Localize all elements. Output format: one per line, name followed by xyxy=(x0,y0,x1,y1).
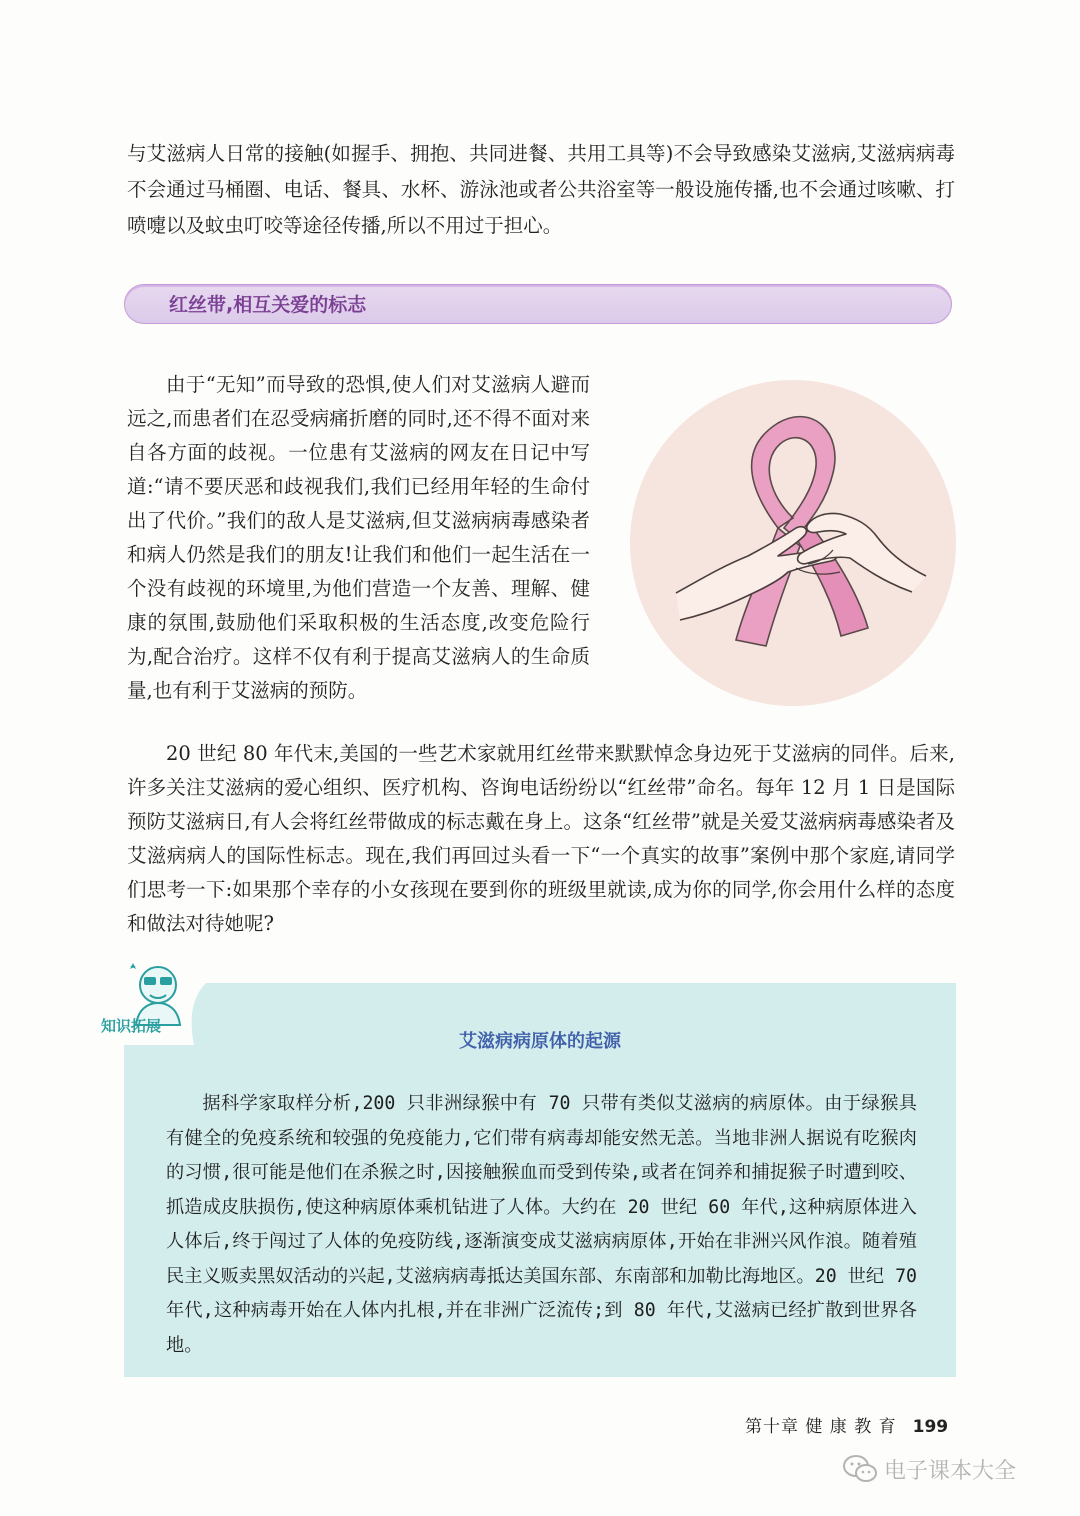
section-title: 红丝带,相互关爱的标志 xyxy=(169,294,367,316)
pink-ribbon-hands-illustration xyxy=(628,378,958,708)
page-footer xyxy=(745,1412,948,1437)
knowledge-label: 知识拓展 xyxy=(101,1017,162,1035)
knowledge-text: 据科学家取样分析,200 只非洲绿猴中有 70 只带有类似艾滋病的病原体。由于绿猴具有健全的免疫系统和较强的免疫能力,它们带有病毒却能安然无恙。当地非洲人据说有吃猴肉的习惯,很可能是他们在杀猴之时,因接触猴血而受到传染,或者在饲养和捕捉猴子时遭到咬、抓造成皮肤损伤,使这种病原体乘机钻进了人体。大约在 20 世纪 60 年代,这种病原体进入人体后,终于闯过了人体的免疫防线,逐渐演变成艾滋病病原体,开始在非洲兴风作浪。随着殖民主义贩卖黑奴活动的兴起,艾滋病病毒抵达美国东部、东南部和加勒比海地区。20 世纪 70 年代,这种病毒开始在人体内扎根,并在非洲广泛流传;到 80 年代,艾滋病已经扩散到世界各地。 xyxy=(166,1093,917,1356)
intro-paragraph: 与艾滋病人日常的接触(如握手、拥抱、共同进餐、共用工具等)不会导致感染艾滋病,艾滋病病毒不会通过马桶圈、电话、餐具、水杯、游泳池或者公共浴室等一般设施传播,也不会通过咳嗽、打喷嚏以及蚊虫叮咬等途径传播,所以不用过于担心。 xyxy=(127,142,955,237)
wechat-icon xyxy=(842,1454,878,1484)
section-banner xyxy=(124,284,952,324)
chapter-label: 第十章 健 康 教 育 xyxy=(745,1417,897,1437)
knowledge-title: 艾滋病病原体的起源 xyxy=(459,1031,621,1052)
watermark-text: 电子课本大全 xyxy=(884,1458,1017,1484)
watermark xyxy=(842,1452,1016,1486)
red-ribbon-paragraph: 20 世纪 80 年代末,美国的一些艺术家就用红丝带来默默悼念身边死于艾滋病的同伴。后来,许多关注艾滋病的爱心组织、医疗机构、咨询电话纷纷以“红丝带”命名。每年 12 月 1 日是国际预防艾滋病日,有人会将红丝带做成的标志戴在身上。这条“红丝带”就是关爱艾滋病病毒感染者及艾滋病病人的国际性标志。现在,我们再回过头看一下“一个真实的故事”案例中那个家庭,请同学们思考一下:如果那个幸存的小女孩现在要到你的班级里就读,成为你的同学,你会用什么样的态度和做法对待她呢? xyxy=(127,742,955,935)
page-number: 199 xyxy=(912,1417,949,1437)
fear-paragraph: 由于“无知”而导致的恐惧,使人们对艾滋病人避而远之,而患者们在忍受病痛折磨的同时,还不得不面对来自各方面的歧视。一位患有艾滋病的网友在日记中写道:“请不要厌恶和歧视我们,我们已经用年轻的生命付出了代价。”我们的敌人是艾滋病,但艾滋病病毒感染者和病人仍然是我们的朋友!让我们和他们一起生活在一个没有歧视的环境里,为他们营造一个友善、理解、健康的氛围,鼓励他们采取积极的生活态度,改变危险行为,配合治疗。这样不仅有利于提高艾滋病人的生命质量,也有利于艾滋病的预防。 xyxy=(127,373,590,702)
